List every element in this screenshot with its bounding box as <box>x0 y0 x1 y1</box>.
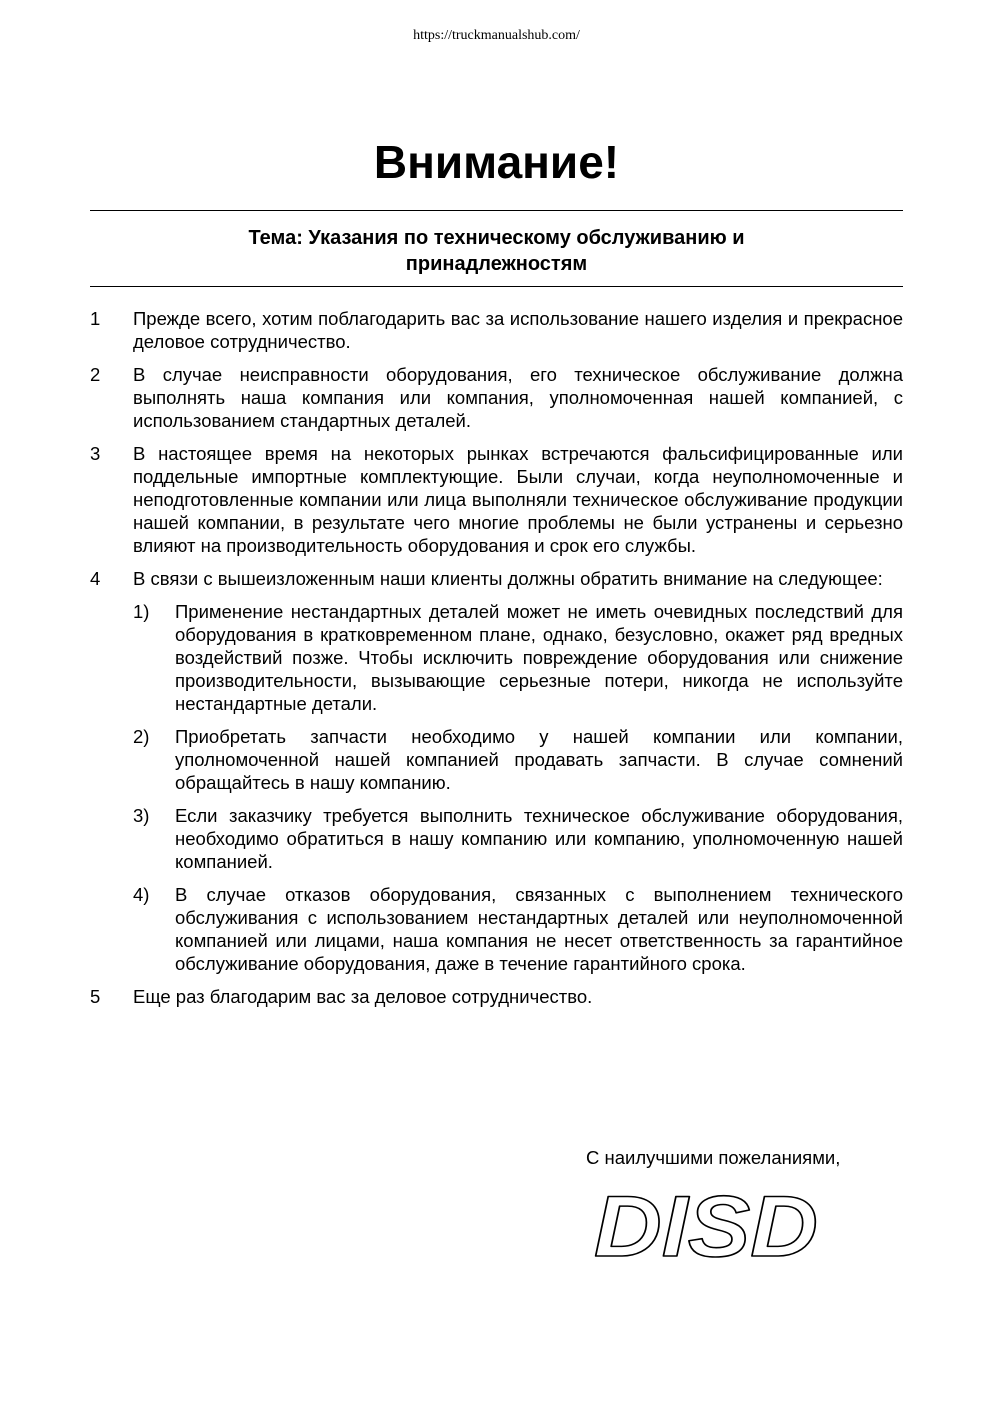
sub-list-item <box>133 804 903 873</box>
item-text: В случае неисправности оборудования, его техническое обслуживание должна выполнять наша компания или компания, уполномоченная нашей компанией, с использованием стандартных деталей. <box>133 364 903 431</box>
item-text: В настоящее время на некоторых рынках встречаются фальсифицированные или поддельные импортные комплектующие. Были случаи, когда неуполномоченные и неподготовленные компании или лица выполняли техническое обслуживание продукции нашей компании, в результате чего многие проблемы не были устранены и серьезно влияют на производительность оборудования и срок его службы. <box>133 443 903 556</box>
list-item <box>90 363 903 432</box>
page-url: https://truckmanualshub.com/ <box>413 28 580 43</box>
sub-item-number: 1) <box>133 601 150 622</box>
subject-line-2: принадлежностям <box>405 253 588 275</box>
sub-item-text: Если заказчику требуется выполнить техническое обслуживание оборудования, необходимо обратиться в нашу компанию или компанию, уполномоченную нашей компанией. <box>175 805 903 872</box>
numbered-list <box>90 307 903 1018</box>
list-item <box>90 442 903 557</box>
sub-item-text: Приобретать запчасти необходимо у нашей компании или компании, уполномоченной нашей компанией продавать запчасти. В случае сомнений обращайтесь в нашу компанию. <box>175 726 903 793</box>
item-text: В связи с вышеизложенным наши клиенты должны обратить внимание на следующее: <box>133 568 883 589</box>
item-number: 4 <box>90 568 101 589</box>
sub-item-text: В случае отказов оборудования, связанных с выполнением технического обслуживания с использованием нестандартных деталей или неуполномоченной компанией или лицами, наша компания не несет ответственность за гарантийное обслуживание оборудования, даже в течение гарантийного срока. <box>175 884 903 974</box>
sub-list-item <box>133 600 903 715</box>
list-item <box>90 985 903 1008</box>
sub-item-number: 2) <box>133 726 150 747</box>
bottom-divider <box>90 286 903 287</box>
sub-item-number: 3) <box>133 805 150 826</box>
item-number: 1 <box>90 308 101 329</box>
sub-list-item <box>133 725 903 794</box>
page-title: Внимание! <box>373 136 620 188</box>
logo-text: DISD <box>594 1190 818 1262</box>
list-item <box>90 307 903 353</box>
item-text: Прежде всего, хотим поблагодарить вас за использование нашего изделия и прекрасное деловое сотрудничество. <box>133 308 903 352</box>
item-number: 3 <box>90 443 101 464</box>
item-number: 2 <box>90 364 101 385</box>
sub-item-number: 4) <box>133 884 150 905</box>
subject-heading <box>90 225 903 277</box>
sub-list <box>133 600 903 975</box>
disd-logo <box>590 1190 822 1262</box>
item-text: Еще раз благодарим вас за деловое сотрудничество. <box>133 986 593 1007</box>
top-divider <box>90 210 903 211</box>
sub-list-item <box>133 883 903 975</box>
list-item <box>90 567 903 975</box>
closing-text: С наилучшими пожеланиями, <box>586 1147 841 1168</box>
item-number: 5 <box>90 986 101 1007</box>
sub-item-text: Применение нестандартных деталей может не иметь очевидных последствий для оборудования в кратковременном плане, однако, безусловно, окажет ряд вредных воздействий позже. Чтобы исключить повреждение оборудования или снижение производительности, вызывающие серьезные потери, никогда не используйте нестандартные детали. <box>175 601 903 714</box>
subject-line-1: Тема: Указания по техническому обслуживанию и <box>248 227 745 249</box>
